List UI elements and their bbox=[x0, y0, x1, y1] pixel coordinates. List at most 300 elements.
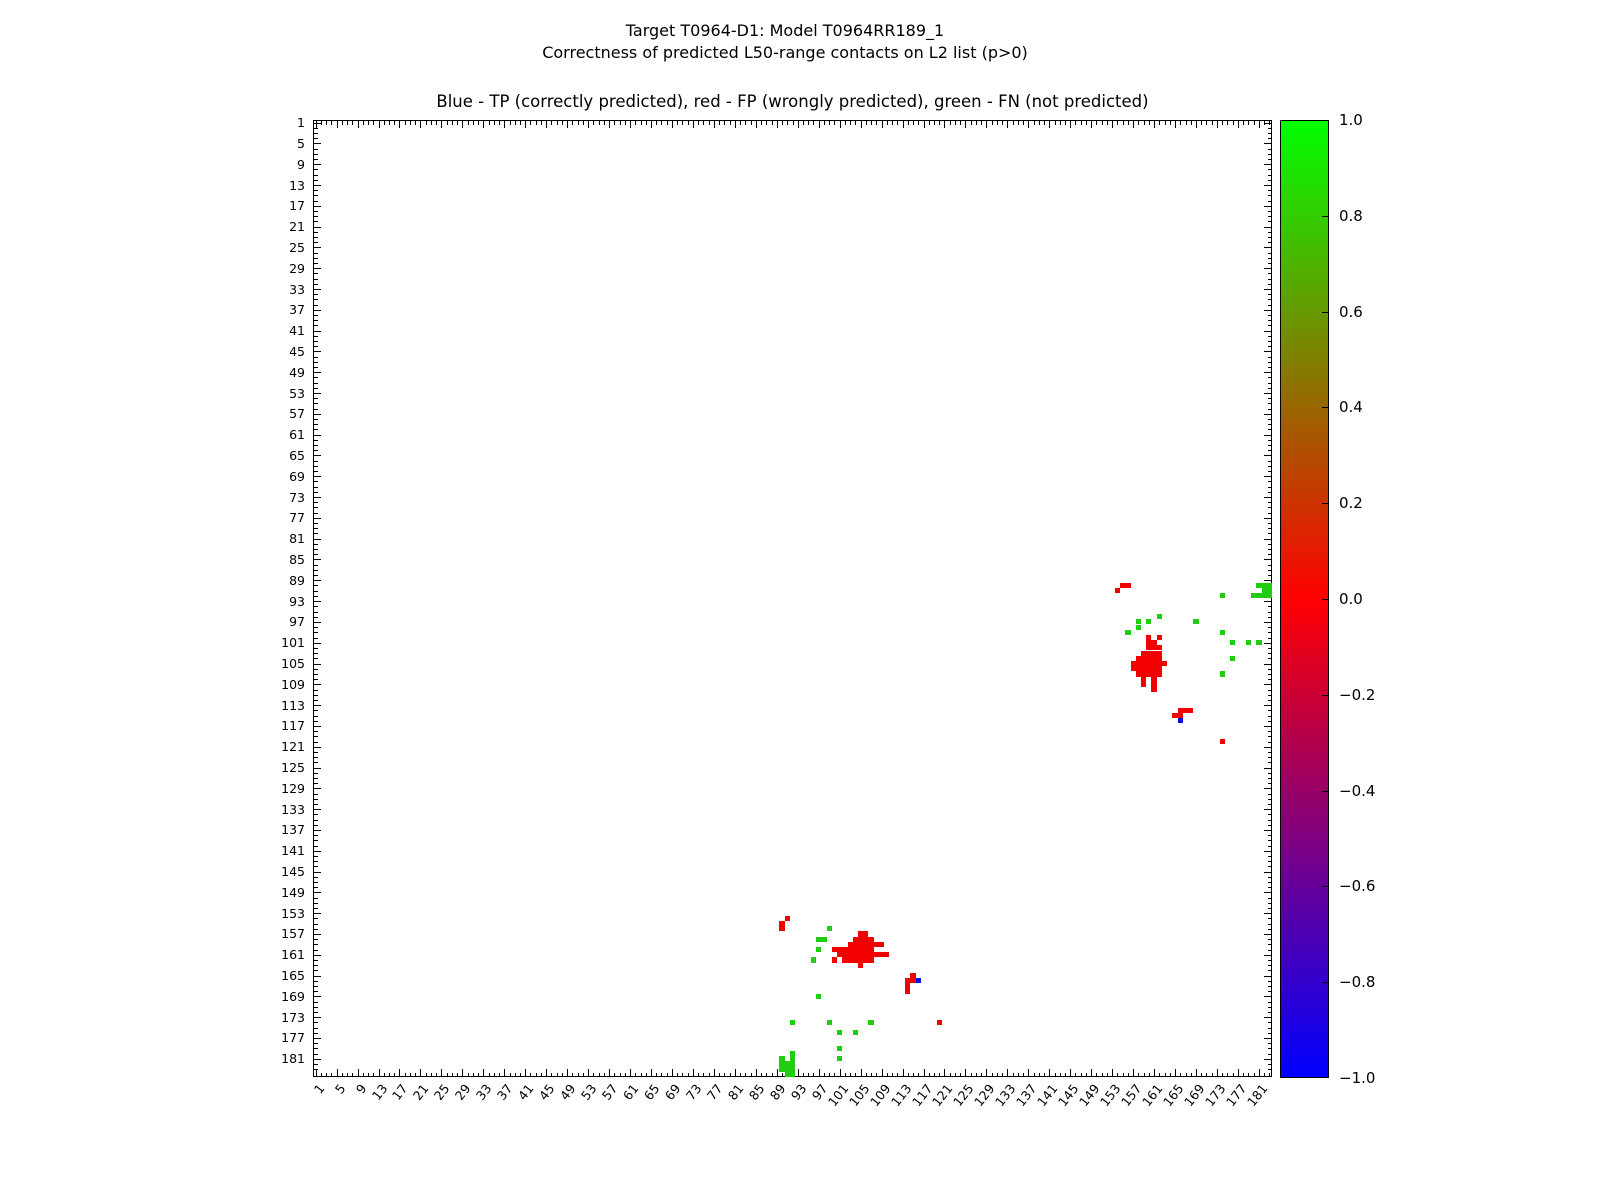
y-tick-label: 97 bbox=[289, 614, 305, 630]
x-minor-tick-mark bbox=[415, 1073, 416, 1077]
x-major-tick-mark bbox=[840, 1069, 841, 1076]
y-minor-tick-mark bbox=[1268, 757, 1272, 758]
x-major-tick-mark bbox=[924, 121, 925, 128]
colorbar-tick-mark bbox=[1322, 503, 1328, 504]
y-major-tick-mark bbox=[314, 622, 321, 623]
x-minor-tick-mark bbox=[389, 1073, 390, 1077]
y-minor-tick-mark bbox=[314, 731, 318, 732]
heatmap-cell-fn bbox=[1136, 625, 1141, 630]
y-tick-label: 73 bbox=[289, 489, 305, 505]
heatmap-cell-fn bbox=[1230, 656, 1235, 661]
colorbar-tick-mark bbox=[1322, 216, 1328, 217]
x-minor-tick-mark bbox=[405, 121, 406, 125]
y-minor-tick-mark bbox=[314, 825, 318, 826]
x-major-tick-mark bbox=[441, 121, 442, 128]
y-tick-label: 153 bbox=[281, 905, 305, 921]
x-minor-tick-mark bbox=[510, 1073, 511, 1077]
y-minor-tick-mark bbox=[1268, 461, 1272, 462]
y-minor-tick-mark bbox=[1268, 513, 1272, 514]
y-major-tick-mark bbox=[314, 851, 321, 852]
colorbar-tick-label: 0.2 bbox=[1339, 494, 1363, 513]
y-major-tick-mark bbox=[1264, 892, 1271, 893]
y-major-tick-mark bbox=[1264, 622, 1271, 623]
heatmap-cell-fp bbox=[1188, 708, 1193, 713]
y-tick-label: 113 bbox=[281, 697, 305, 713]
x-tick-label-text: 133 bbox=[992, 1081, 1019, 1110]
y-minor-tick-mark bbox=[1268, 445, 1272, 446]
y-minor-tick-mark bbox=[1268, 674, 1272, 675]
x-major-tick-mark bbox=[441, 1069, 442, 1076]
y-major-tick-mark bbox=[314, 289, 321, 290]
y-minor-tick-mark bbox=[314, 367, 318, 368]
heatmap-cell-fp bbox=[1141, 682, 1146, 687]
y-minor-tick-mark bbox=[1268, 695, 1272, 696]
x-minor-tick-mark bbox=[478, 1073, 479, 1077]
y-minor-tick-mark bbox=[1268, 950, 1272, 951]
y-minor-tick-mark bbox=[314, 149, 318, 150]
colorbar-tick-label: −0.4 bbox=[1339, 781, 1376, 800]
x-minor-tick-mark bbox=[787, 121, 788, 125]
y-minor-tick-mark bbox=[314, 638, 318, 639]
x-minor-tick-mark bbox=[1044, 1073, 1045, 1077]
x-minor-tick-mark bbox=[494, 121, 495, 125]
y-minor-tick-mark bbox=[1268, 195, 1272, 196]
x-tick-label-text: 49 bbox=[556, 1081, 579, 1103]
heatmap-cell-fn bbox=[1157, 614, 1162, 619]
y-minor-tick-mark bbox=[314, 866, 318, 867]
y-minor-tick-mark bbox=[314, 606, 318, 607]
heatmap-cell-fn bbox=[816, 947, 821, 952]
y-minor-tick-mark bbox=[1268, 716, 1272, 717]
heatmap-cell-fn bbox=[837, 1046, 842, 1051]
y-major-tick-mark bbox=[1264, 164, 1271, 165]
x-major-tick-mark bbox=[1154, 121, 1155, 128]
y-major-tick-mark bbox=[1264, 913, 1271, 914]
x-tick-label-text: 109 bbox=[866, 1081, 894, 1110]
y-minor-tick-mark bbox=[1268, 487, 1272, 488]
x-tick-label-text: 41 bbox=[515, 1081, 537, 1103]
y-minor-tick-mark bbox=[314, 924, 318, 925]
x-minor-tick-mark bbox=[992, 1073, 993, 1077]
x-minor-tick-mark bbox=[1055, 121, 1056, 125]
x-major-tick-mark bbox=[630, 121, 631, 128]
x-minor-tick-mark bbox=[352, 1073, 353, 1077]
x-minor-tick-mark bbox=[745, 121, 746, 125]
x-minor-tick-mark bbox=[1081, 121, 1082, 125]
x-minor-tick-mark bbox=[918, 1073, 919, 1077]
y-major-tick-mark bbox=[1264, 809, 1271, 810]
y-minor-tick-mark bbox=[1268, 367, 1272, 368]
x-major-tick-mark bbox=[420, 1069, 421, 1076]
y-minor-tick-mark bbox=[1268, 149, 1272, 150]
y-minor-tick-mark bbox=[314, 221, 318, 222]
x-minor-tick-mark bbox=[1065, 121, 1066, 125]
y-minor-tick-mark bbox=[1268, 258, 1272, 259]
x-minor-tick-mark bbox=[1081, 1073, 1082, 1077]
x-minor-tick-mark bbox=[934, 1073, 935, 1077]
x-minor-tick-mark bbox=[426, 121, 427, 125]
x-minor-tick-mark bbox=[363, 1073, 364, 1077]
y-major-tick-mark bbox=[314, 934, 321, 935]
x-minor-tick-mark bbox=[1034, 1073, 1035, 1077]
y-major-tick-mark bbox=[314, 435, 321, 436]
x-minor-tick-mark bbox=[468, 121, 469, 125]
x-minor-tick-mark bbox=[929, 1073, 930, 1077]
y-minor-tick-mark bbox=[314, 1002, 318, 1003]
x-minor-tick-mark bbox=[682, 1073, 683, 1077]
colorbar-tick-label: 0.8 bbox=[1339, 206, 1363, 225]
y-minor-tick-mark bbox=[1268, 908, 1272, 909]
y-minor-tick-mark bbox=[314, 814, 318, 815]
y-minor-tick-mark bbox=[314, 523, 318, 524]
x-tick-label-text: 145 bbox=[1055, 1081, 1082, 1110]
y-minor-tick-mark bbox=[314, 929, 318, 930]
x-minor-tick-mark bbox=[510, 121, 511, 125]
x-tick-label-text: 65 bbox=[640, 1081, 663, 1103]
y-minor-tick-mark bbox=[314, 736, 318, 737]
x-minor-tick-mark bbox=[730, 1073, 731, 1077]
y-minor-tick-mark bbox=[314, 450, 318, 451]
x-minor-tick-mark bbox=[939, 121, 940, 125]
x-major-tick-mark bbox=[504, 1069, 505, 1076]
heatmap-cell-fn bbox=[1246, 640, 1251, 645]
y-major-tick-mark bbox=[314, 705, 321, 706]
x-minor-tick-mark bbox=[321, 121, 322, 125]
heatmap-cell-fn bbox=[1146, 619, 1151, 624]
y-major-tick-mark bbox=[314, 393, 321, 394]
y-major-tick-mark bbox=[314, 164, 321, 165]
y-tick-label: 161 bbox=[281, 947, 305, 963]
x-minor-tick-mark bbox=[1144, 121, 1145, 125]
y-minor-tick-mark bbox=[314, 991, 318, 992]
y-major-tick-mark bbox=[1264, 497, 1271, 498]
x-minor-tick-mark bbox=[1044, 121, 1045, 125]
heatmap-cell-fp bbox=[1115, 588, 1120, 593]
x-minor-tick-mark bbox=[913, 121, 914, 125]
x-major-tick-mark bbox=[609, 121, 610, 128]
y-minor-tick-mark bbox=[314, 1007, 318, 1008]
x-minor-tick-mark bbox=[682, 121, 683, 125]
heatmap-cell-fp bbox=[1125, 583, 1130, 588]
y-major-tick-mark bbox=[314, 747, 321, 748]
y-minor-tick-mark bbox=[314, 1069, 318, 1070]
x-minor-tick-mark bbox=[677, 1073, 678, 1077]
x-major-tick-mark bbox=[756, 121, 757, 128]
y-minor-tick-mark bbox=[1268, 887, 1272, 888]
y-minor-tick-mark bbox=[1268, 700, 1272, 701]
x-major-tick-mark bbox=[337, 1069, 338, 1076]
x-major-tick-mark bbox=[1217, 1069, 1218, 1076]
y-major-tick-mark bbox=[1264, 351, 1271, 352]
y-minor-tick-mark bbox=[314, 325, 318, 326]
x-minor-tick-mark bbox=[1186, 1073, 1187, 1077]
y-major-tick-mark bbox=[1264, 976, 1271, 977]
y-minor-tick-mark bbox=[314, 1043, 318, 1044]
x-minor-tick-mark bbox=[436, 121, 437, 125]
x-minor-tick-mark bbox=[803, 1073, 804, 1077]
x-minor-tick-mark bbox=[1201, 1073, 1202, 1077]
x-minor-tick-mark bbox=[578, 121, 579, 125]
x-major-tick-mark bbox=[1091, 1069, 1092, 1076]
x-major-tick-mark bbox=[798, 1069, 799, 1076]
x-minor-tick-mark bbox=[1107, 121, 1108, 125]
x-minor-tick-mark bbox=[368, 1073, 369, 1077]
y-minor-tick-mark bbox=[1268, 612, 1272, 613]
x-minor-tick-mark bbox=[1138, 1073, 1139, 1077]
x-minor-tick-mark bbox=[719, 1073, 720, 1077]
y-major-tick-mark bbox=[1264, 872, 1271, 873]
x-minor-tick-mark bbox=[829, 1073, 830, 1077]
y-major-tick-mark bbox=[314, 1038, 321, 1039]
y-minor-tick-mark bbox=[1268, 133, 1272, 134]
y-minor-tick-mark bbox=[1268, 866, 1272, 867]
x-minor-tick-mark bbox=[410, 1073, 411, 1077]
x-tick-label-text: 161 bbox=[1139, 1081, 1166, 1110]
y-tick-label: 133 bbox=[281, 801, 305, 817]
x-major-tick-mark bbox=[986, 121, 987, 128]
x-minor-tick-mark bbox=[745, 1073, 746, 1077]
x-minor-tick-mark bbox=[635, 1073, 636, 1077]
x-minor-tick-mark bbox=[499, 1073, 500, 1077]
x-minor-tick-mark bbox=[834, 1073, 835, 1077]
heatmap-cell-fn bbox=[811, 957, 816, 962]
y-minor-tick-mark bbox=[1268, 263, 1272, 264]
x-major-tick-mark bbox=[379, 121, 380, 128]
x-minor-tick-mark bbox=[698, 1073, 699, 1077]
y-minor-tick-mark bbox=[1268, 533, 1272, 534]
x-major-tick-mark bbox=[525, 1069, 526, 1076]
heatmap-cell-fn bbox=[1267, 593, 1272, 598]
x-major-tick-mark bbox=[944, 121, 945, 128]
y-minor-tick-mark bbox=[314, 700, 318, 701]
y-major-tick-mark bbox=[1264, 268, 1271, 269]
x-major-tick-mark bbox=[1091, 121, 1092, 128]
y-minor-tick-mark bbox=[1268, 336, 1272, 337]
x-minor-tick-mark bbox=[394, 1073, 395, 1077]
x-tick-label-text: 1 bbox=[310, 1081, 328, 1097]
x-tick-label-text: 165 bbox=[1159, 1081, 1187, 1110]
y-minor-tick-mark bbox=[1268, 1043, 1272, 1044]
x-tick-label-text: 169 bbox=[1180, 1081, 1208, 1110]
y-minor-tick-mark bbox=[1268, 190, 1272, 191]
x-minor-tick-mark bbox=[405, 1073, 406, 1077]
x-minor-tick-mark bbox=[641, 121, 642, 125]
heatmap-cell-fp bbox=[868, 957, 873, 962]
y-minor-tick-mark bbox=[314, 403, 318, 404]
x-minor-tick-mark bbox=[845, 1073, 846, 1077]
y-minor-tick-mark bbox=[314, 1064, 318, 1065]
y-minor-tick-mark bbox=[314, 273, 318, 274]
y-minor-tick-mark bbox=[314, 398, 318, 399]
y-minor-tick-mark bbox=[314, 237, 318, 238]
heatmap-cell-fn bbox=[1230, 640, 1235, 645]
x-minor-tick-mark bbox=[1243, 121, 1244, 125]
y-minor-tick-mark bbox=[1268, 398, 1272, 399]
y-minor-tick-mark bbox=[1268, 154, 1272, 155]
x-minor-tick-mark bbox=[761, 1073, 762, 1077]
y-minor-tick-mark bbox=[1268, 1033, 1272, 1034]
y-minor-tick-mark bbox=[314, 169, 318, 170]
x-minor-tick-mark bbox=[1002, 1073, 1003, 1077]
y-minor-tick-mark bbox=[314, 341, 318, 342]
y-minor-tick-mark bbox=[314, 554, 318, 555]
x-major-tick-mark bbox=[1259, 121, 1260, 128]
y-minor-tick-mark bbox=[314, 533, 318, 534]
y-major-tick-mark bbox=[1264, 393, 1271, 394]
x-tick-label-text: 153 bbox=[1097, 1081, 1124, 1110]
y-major-tick-mark bbox=[314, 664, 321, 665]
x-minor-tick-mark bbox=[536, 1073, 537, 1077]
y-minor-tick-mark bbox=[314, 877, 318, 878]
y-minor-tick-mark bbox=[314, 575, 318, 576]
x-major-tick-mark bbox=[944, 1069, 945, 1076]
x-major-tick-mark bbox=[903, 121, 904, 128]
x-minor-tick-mark bbox=[850, 121, 851, 125]
y-minor-tick-mark bbox=[1268, 731, 1272, 732]
heatmap-cell-fp bbox=[937, 1020, 942, 1025]
x-minor-tick-mark bbox=[892, 1073, 893, 1077]
x-minor-tick-mark bbox=[352, 121, 353, 125]
x-major-tick-mark bbox=[651, 1069, 652, 1076]
y-minor-tick-mark bbox=[1268, 201, 1272, 202]
y-minor-tick-mark bbox=[314, 981, 318, 982]
x-major-tick-mark bbox=[504, 121, 505, 128]
x-major-tick-mark bbox=[1112, 1069, 1113, 1076]
y-minor-tick-mark bbox=[1268, 1064, 1272, 1065]
x-minor-tick-mark bbox=[845, 121, 846, 125]
y-minor-tick-mark bbox=[314, 846, 318, 847]
y-minor-tick-mark bbox=[314, 305, 318, 306]
y-minor-tick-mark bbox=[1268, 138, 1272, 139]
y-minor-tick-mark bbox=[1268, 918, 1272, 919]
y-minor-tick-mark bbox=[314, 627, 318, 628]
x-tick-label-text: 61 bbox=[619, 1081, 642, 1103]
y-tick-label: 9 bbox=[297, 156, 305, 172]
x-minor-tick-mark bbox=[887, 1073, 888, 1077]
y-tick-label: 145 bbox=[281, 864, 305, 880]
y-minor-tick-mark bbox=[314, 377, 318, 378]
colorbar-tick-mark bbox=[1322, 599, 1328, 600]
x-minor-tick-mark bbox=[1165, 1073, 1166, 1077]
x-minor-tick-mark bbox=[331, 1073, 332, 1077]
y-minor-tick-mark bbox=[314, 960, 318, 961]
colorbar-tick-label: 0.4 bbox=[1339, 398, 1363, 417]
x-minor-tick-mark bbox=[646, 1073, 647, 1077]
y-minor-tick-mark bbox=[314, 617, 318, 618]
y-major-tick-mark bbox=[1264, 331, 1271, 332]
y-minor-tick-mark bbox=[1268, 632, 1272, 633]
heatmap-cell-fn bbox=[1125, 630, 1130, 635]
x-major-tick-mark bbox=[1175, 1069, 1176, 1076]
y-minor-tick-mark bbox=[314, 596, 318, 597]
x-minor-tick-mark bbox=[661, 121, 662, 125]
x-minor-tick-mark bbox=[1186, 121, 1187, 125]
x-minor-tick-mark bbox=[1149, 121, 1150, 125]
y-minor-tick-mark bbox=[314, 461, 318, 462]
x-minor-tick-mark bbox=[1149, 1073, 1150, 1077]
x-minor-tick-mark bbox=[656, 121, 657, 125]
y-minor-tick-mark bbox=[314, 492, 318, 493]
y-minor-tick-mark bbox=[314, 294, 318, 295]
x-minor-tick-mark bbox=[709, 1073, 710, 1077]
y-minor-tick-mark bbox=[1268, 736, 1272, 737]
y-minor-tick-mark bbox=[314, 695, 318, 696]
y-minor-tick-mark bbox=[314, 242, 318, 243]
x-minor-tick-mark bbox=[1269, 121, 1270, 125]
y-minor-tick-mark bbox=[314, 648, 318, 649]
x-minor-tick-mark bbox=[808, 121, 809, 125]
y-minor-tick-mark bbox=[1268, 814, 1272, 815]
x-minor-tick-mark bbox=[326, 121, 327, 125]
y-minor-tick-mark bbox=[1268, 710, 1272, 711]
x-minor-tick-mark bbox=[373, 1073, 374, 1077]
y-minor-tick-mark bbox=[314, 346, 318, 347]
x-minor-tick-mark bbox=[499, 121, 500, 125]
x-minor-tick-mark bbox=[677, 121, 678, 125]
y-major-tick-mark bbox=[1264, 996, 1271, 997]
x-major-tick-mark bbox=[777, 121, 778, 128]
x-major-tick-mark bbox=[1133, 1069, 1134, 1076]
y-major-tick-mark bbox=[1264, 768, 1271, 769]
x-minor-tick-mark bbox=[625, 121, 626, 125]
y-minor-tick-mark bbox=[1268, 357, 1272, 358]
y-minor-tick-mark bbox=[1268, 128, 1272, 129]
x-major-tick-mark bbox=[1028, 1069, 1029, 1076]
x-major-tick-mark bbox=[379, 1069, 380, 1076]
y-tick-label: 149 bbox=[281, 884, 305, 900]
y-minor-tick-mark bbox=[1268, 861, 1272, 862]
y-minor-tick-mark bbox=[1268, 752, 1272, 753]
y-major-tick-mark bbox=[314, 996, 321, 997]
heatmap-cell-fp bbox=[779, 926, 784, 931]
x-major-tick-mark bbox=[462, 121, 463, 128]
y-major-tick-mark bbox=[314, 206, 321, 207]
y-tick-label: 93 bbox=[289, 593, 305, 609]
x-minor-tick-mark bbox=[751, 1073, 752, 1077]
x-major-tick-mark bbox=[1238, 1069, 1239, 1076]
x-minor-tick-mark bbox=[1107, 1073, 1108, 1077]
y-major-tick-mark bbox=[314, 331, 321, 332]
y-minor-tick-mark bbox=[1268, 1002, 1272, 1003]
y-major-tick-mark bbox=[314, 351, 321, 352]
y-minor-tick-mark bbox=[1268, 627, 1272, 628]
y-major-tick-mark bbox=[1264, 726, 1271, 727]
y-major-tick-mark bbox=[314, 185, 321, 186]
x-minor-tick-mark bbox=[824, 1073, 825, 1077]
heatmap-cell-fp bbox=[1157, 635, 1162, 640]
y-tick-label: 13 bbox=[289, 177, 305, 193]
y-major-tick-mark bbox=[314, 892, 321, 893]
y-minor-tick-mark bbox=[1268, 523, 1272, 524]
x-tick-label-text: 137 bbox=[1013, 1081, 1040, 1110]
x-minor-tick-mark bbox=[908, 1073, 909, 1077]
y-minor-tick-mark bbox=[1268, 159, 1272, 160]
heatmap-cell-fp bbox=[1220, 739, 1225, 744]
y-minor-tick-mark bbox=[314, 409, 318, 410]
y-minor-tick-mark bbox=[314, 1033, 318, 1034]
y-minor-tick-mark bbox=[1268, 388, 1272, 389]
x-tick-label-text: 17 bbox=[389, 1081, 411, 1103]
y-tick-label: 5 bbox=[297, 135, 305, 151]
y-tick-label: 165 bbox=[281, 968, 305, 984]
y-tick-label: 129 bbox=[281, 780, 305, 796]
colorbar-tick-mark bbox=[1322, 312, 1328, 313]
x-minor-tick-mark bbox=[834, 121, 835, 125]
x-major-tick-mark bbox=[358, 121, 359, 128]
y-minor-tick-mark bbox=[314, 752, 318, 753]
x-major-tick-mark bbox=[924, 1069, 925, 1076]
y-major-tick-mark bbox=[1264, 289, 1271, 290]
